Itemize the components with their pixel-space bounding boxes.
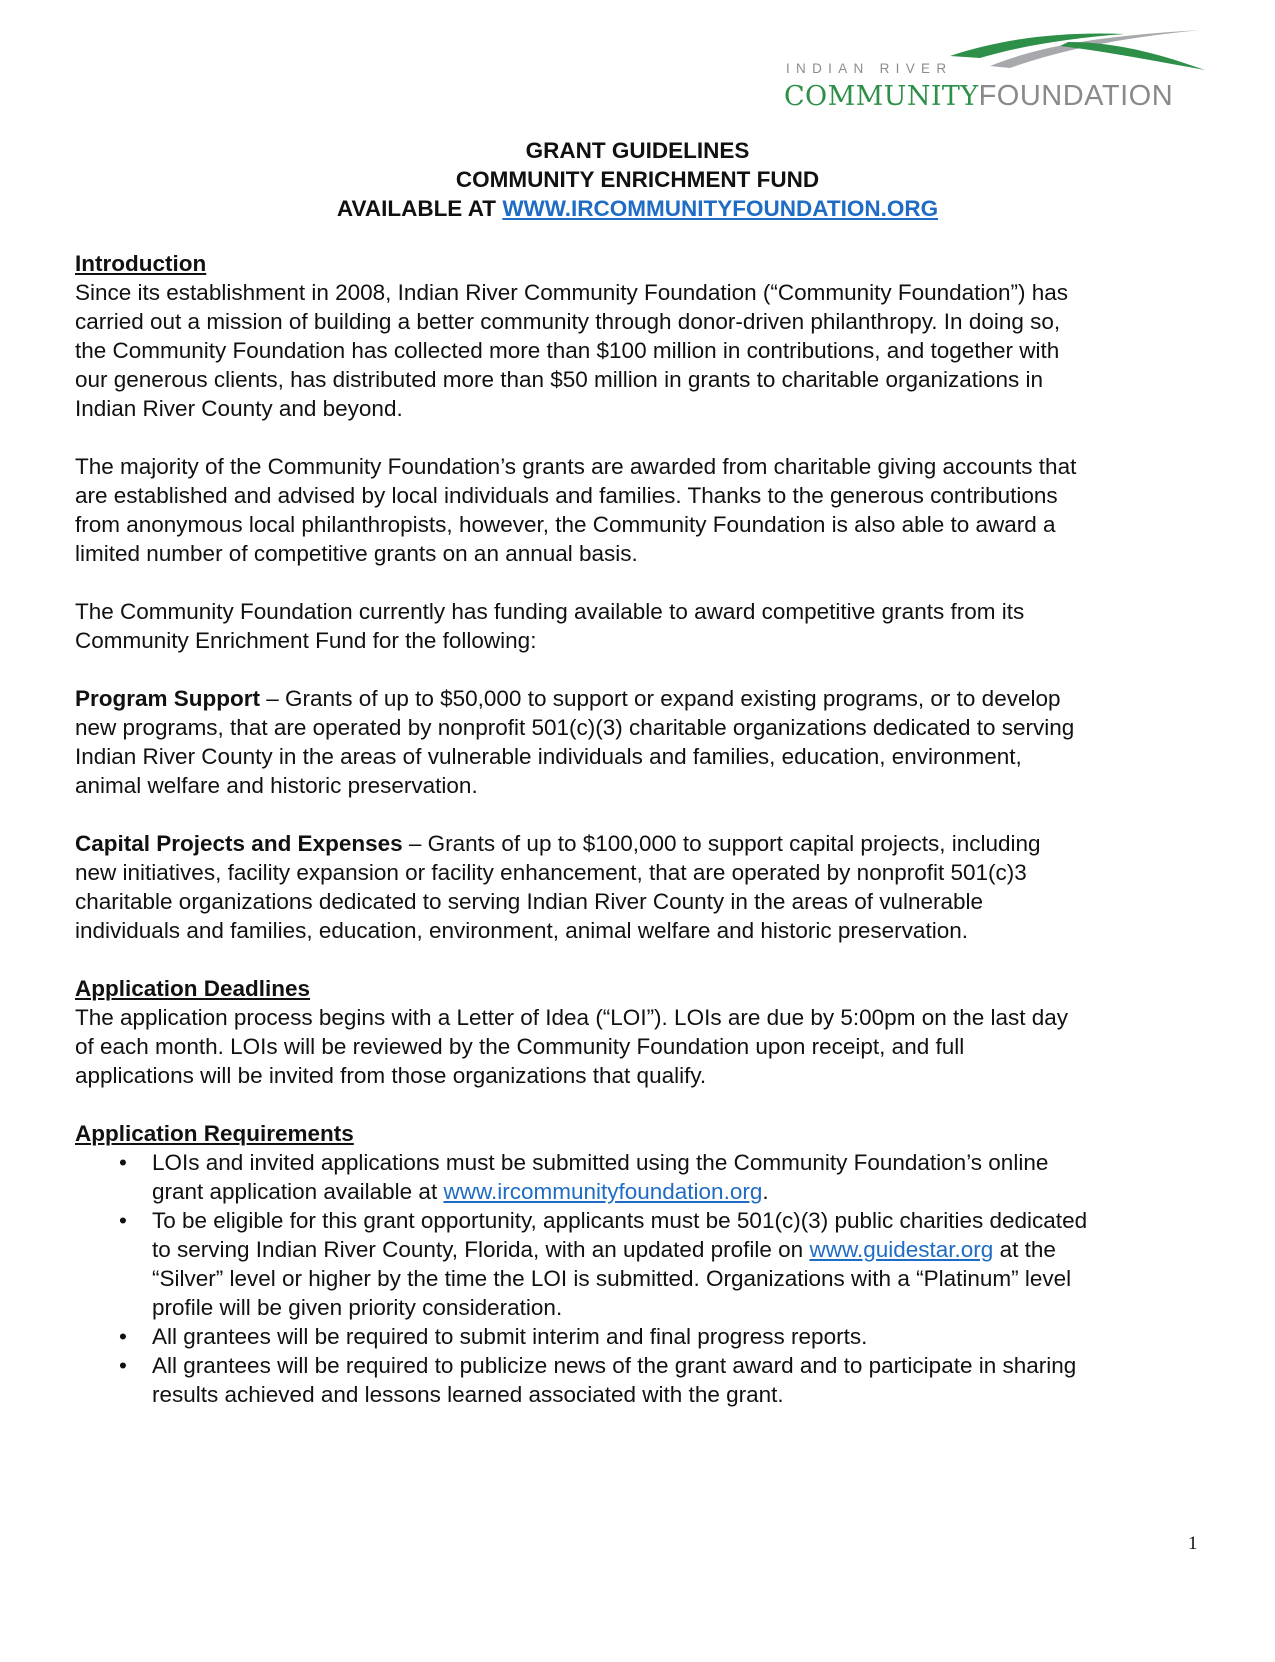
title-line-1: GRANT GUIDELINES <box>525 138 750 163</box>
text-line: new programs, that are operated by nonprofit 501(c)(3) charitable organizations dedicated to serving <box>75 715 1075 740</box>
introduction-heading: Introduction <box>75 251 207 276</box>
page-number: 1 <box>1188 1533 1198 1554</box>
logo-community-text: COMMUNITY <box>784 81 979 112</box>
intro-paragraph-2 <box>75 452 1205 568</box>
deadlines-paragraph <box>75 1003 1205 1090</box>
capital-projects-desc: – Grants of up to $100,000 to support capital projects, including <box>402 831 1041 856</box>
text-line <box>75 684 1205 713</box>
requirement-item <box>75 1206 1205 1322</box>
text-line: from anonymous local philanthropists, however, the Community Foundation is also able to award a <box>75 512 1056 537</box>
text-line: Since its establishment in 2008, Indian River Community Foundation (“Community Foundation”) has <box>75 280 1068 305</box>
text-span: . <box>762 1179 769 1204</box>
text-line <box>152 1235 1205 1264</box>
logo-wordmark <box>784 80 1173 113</box>
guidestar-link[interactable]: www.guidestar.org <box>809 1237 994 1262</box>
text-line: carried out a mission of building a better community through donor-driven philanthropy. In doing so, <box>75 309 1061 334</box>
requirements-list <box>75 1148 1205 1409</box>
deadlines-heading: Application Deadlines <box>75 976 311 1001</box>
foundation-logo <box>780 28 1210 112</box>
capital-projects-paragraph <box>75 829 1205 945</box>
text-line: the Community Foundation has collected more than $100 million in contributions, and together with <box>75 338 1060 363</box>
title-website-link[interactable]: WWW.IRCOMMUNITYFOUNDATION.ORG <box>502 196 939 221</box>
bullet-icon: • <box>119 1150 127 1175</box>
text-line: The majority of the Community Foundation’s grants are awarded from charitable giving accounts that <box>75 454 1077 479</box>
text-line: All grantees will be required to submit interim and final progress reports. <box>152 1324 868 1349</box>
text-line: limited number of competitive grants on an annual basis. <box>75 541 638 566</box>
capital-projects-label: Capital Projects and Expenses <box>75 831 403 856</box>
text-line: charitable organizations dedicated to serving Indian River County in the areas of vulnerable <box>75 889 984 914</box>
text-line: individuals and families, education, environment, animal welfare and historic preservation. <box>75 918 968 943</box>
text-line: The application process begins with a Letter of Idea (“LOI”). LOIs are due by 5:00pm on the last day <box>75 1005 1069 1030</box>
text-line: animal welfare and historic preservation. <box>75 773 478 798</box>
logo-indian-river-text: INDIAN RIVER <box>786 61 953 76</box>
text-line: are established and advised by local individuals and families. Thanks to the generous contributions <box>75 483 1058 508</box>
program-support-label: Program Support <box>75 686 261 711</box>
logo-foundation-text: FOUNDATION <box>978 80 1174 112</box>
text-line: Community Enrichment Fund for the following: <box>75 628 537 653</box>
title-line-2: COMMUNITY ENRICHMENT FUND <box>455 167 820 192</box>
text-line: applications will be invited from those organizations that qualify. <box>75 1063 707 1088</box>
text-line <box>152 1177 1205 1206</box>
intro-paragraph-3 <box>75 597 1205 655</box>
intro-paragraph-1 <box>75 278 1205 423</box>
title-line-3 <box>0 194 1275 223</box>
text-line: our generous clients, has distributed more than $50 million in grants to charitable organizations in <box>75 367 1044 392</box>
program-support-paragraph <box>75 684 1205 800</box>
text-line: Indian River County and beyond. <box>75 396 403 421</box>
text-line: To be eligible for this grant opportunity, applicants must be 501(c)(3) public charities dedicated <box>152 1208 1088 1233</box>
text-line: Indian River County in the areas of vulnerable individuals and families, education, environment, <box>75 744 1022 769</box>
ircf-website-link[interactable]: www.ircommunityfoundation.org <box>443 1179 763 1204</box>
bullet-icon: • <box>119 1353 127 1378</box>
text-span: grant application available at <box>152 1179 444 1204</box>
text-span: to serving Indian River County, Florida, with an updated profile on <box>152 1237 810 1262</box>
requirement-item <box>75 1322 1205 1351</box>
requirements-heading: Application Requirements <box>75 1121 354 1146</box>
logo-swoosh-icon <box>950 28 1210 78</box>
text-line: results achieved and lessons learned associated with the grant. <box>152 1382 784 1407</box>
text-line: “Silver” level or higher by the time the LOI is submitted. Organizations with a “Platinum” level <box>152 1266 1072 1291</box>
text-line <box>75 829 1205 858</box>
requirement-item <box>75 1148 1205 1206</box>
text-span: at the <box>993 1237 1056 1262</box>
text-line: of each month. LOIs will be reviewed by the Community Foundation upon receipt, and full <box>75 1034 965 1059</box>
bullet-icon: • <box>119 1208 127 1233</box>
text-line: new initiatives, facility expansion or facility enhancement, that are operated by nonprofit 501(c)3 <box>75 860 1027 885</box>
text-line: profile will be given priority consideration. <box>152 1295 563 1320</box>
document-title <box>0 136 1275 223</box>
bullet-icon: • <box>119 1324 127 1349</box>
text-line: All grantees will be required to publicize news of the grant award and to participate in sharing <box>152 1353 1077 1378</box>
program-support-desc: – Grants of up to $50,000 to support or expand existing programs, or to develop <box>260 686 1061 711</box>
text-line: The Community Foundation currently has funding available to award competitive grants from its <box>75 599 1025 624</box>
title-available-at: AVAILABLE AT <box>336 196 503 221</box>
document-body <box>75 249 1205 1409</box>
requirement-item <box>75 1351 1205 1409</box>
text-line: LOIs and invited applications must be submitted using the Community Foundation’s online <box>152 1150 1049 1175</box>
